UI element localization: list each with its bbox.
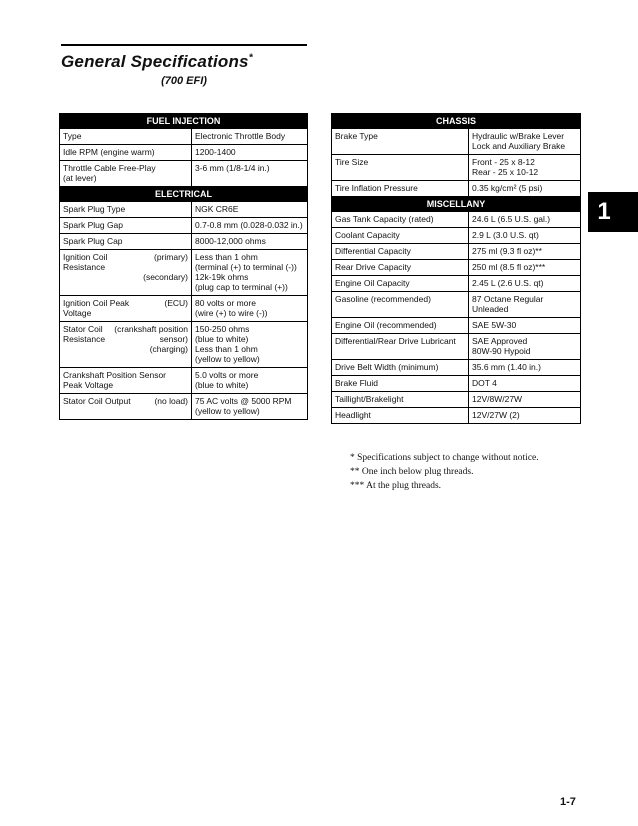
table-row: [332, 260, 581, 276]
fuel-injection-header-row: [60, 114, 308, 129]
spec-label-line: [63, 308, 188, 318]
spec-label: Resistance: [63, 334, 106, 344]
spec-label: Voltage: [63, 308, 92, 318]
spec-label: Ignition Coil Peak: [63, 298, 130, 308]
spec-value: Less than 1 ohm (terminal (+) to terminal (-)) 12k-19k ohms (plug cap to terminal (+)): [192, 250, 308, 296]
spec-value: Hydraulic w/Brake Lever Lock and Auxiliary Brake: [469, 129, 581, 155]
table-row: [332, 244, 581, 260]
spec-label: Taillight/Brakelight: [332, 392, 469, 408]
miscellany-header-row: [332, 197, 581, 212]
table-row: [332, 181, 581, 197]
table-row: [332, 228, 581, 244]
table-row: [60, 161, 308, 187]
table-row: [60, 234, 308, 250]
spec-label-cell: [60, 394, 192, 420]
spec-value: SAE 5W-30: [469, 318, 581, 334]
table-row: [332, 360, 581, 376]
spec-qualifier: (ECU): [164, 298, 188, 308]
spec-label-line: [63, 262, 188, 272]
spec-label: Resistance: [63, 262, 106, 272]
spec-qualifier: sensor): [159, 334, 188, 344]
spec-label: Differential/Rear Drive Lubricant: [332, 334, 469, 360]
spec-label: Brake Fluid: [332, 376, 469, 392]
table-row: [60, 394, 308, 420]
spec-value: 1200-1400: [192, 145, 308, 161]
table-row: [60, 129, 308, 145]
spec-label: Differential Capacity: [332, 244, 469, 260]
spec-qualifier: (no load): [154, 396, 188, 406]
spec-label: Type: [60, 129, 192, 145]
spec-label: Brake Type: [332, 129, 469, 155]
footnotes: [350, 451, 539, 493]
chassis-header: CHASSIS: [332, 114, 581, 129]
spec-label: Stator Coil: [63, 324, 103, 334]
chassis-header-row: [332, 114, 581, 129]
table-row: [332, 376, 581, 392]
spec-label: Tire Inflation Pressure: [332, 181, 469, 197]
title-block: [61, 44, 307, 87]
spec-value: 24.6 L (6.5 U.S. gal.): [469, 212, 581, 228]
page-title: [61, 52, 307, 72]
spec-value: 0.35 kg/cm² (5 psi): [469, 181, 581, 197]
fuel-injection-header: FUEL INJECTION: [60, 114, 308, 129]
spec-label: Gas Tank Capacity (rated): [332, 212, 469, 228]
spec-value: 275 ml (9.3 fl oz)**: [469, 244, 581, 260]
spec-label-cell: [60, 250, 192, 296]
spec-qualifier: (primary): [154, 252, 188, 262]
table-row: [60, 322, 308, 368]
footnote: ** One inch below plug threads.: [350, 467, 474, 477]
spec-value: 5.0 volts or more (blue to white): [192, 368, 308, 394]
spec-qualifier: (crankshaft position: [114, 324, 188, 334]
electrical-header: ELECTRICAL: [60, 187, 308, 202]
spec-value: 35.6 mm (1.40 in.): [469, 360, 581, 376]
spec-value: 80 volts or more (wire (+) to wire (-)): [192, 296, 308, 322]
table-row: [332, 318, 581, 334]
fuel-electrical-table: [59, 113, 308, 420]
spec-value: DOT 4: [469, 376, 581, 392]
chassis-miscellany-table: [331, 113, 581, 424]
spec-label: Tire Size: [332, 155, 469, 181]
table-row: [332, 276, 581, 292]
spec-label: Engine Oil (recommended): [332, 318, 469, 334]
spec-qualifier: (secondary): [143, 272, 188, 282]
spec-value: 12V/8W/27W: [469, 392, 581, 408]
spec-label-line: [63, 344, 188, 354]
electrical-header-row: [60, 187, 308, 202]
spec-label: Stator Coil Output: [63, 396, 131, 406]
spec-value: 0.7-0.8 mm (0.028-0.032 in.): [192, 218, 308, 234]
table-row: [60, 296, 308, 322]
table-row: [332, 334, 581, 360]
table-row: [332, 155, 581, 181]
spec-value: 12V/27W (2): [469, 408, 581, 424]
table-row: [60, 202, 308, 218]
spec-value: 250 ml (8.5 fl oz)***: [469, 260, 581, 276]
spec-label-cell: [60, 322, 192, 368]
spec-label: Gasoline (recommended): [332, 292, 469, 318]
spec-label: Engine Oil Capacity: [332, 276, 469, 292]
spec-label: Idle RPM (engine warm): [60, 145, 192, 161]
spec-value: 87 Octane Regular Unleaded: [469, 292, 581, 318]
spec-value: NGK CR6E: [192, 202, 308, 218]
spec-label: Drive Belt Width (minimum): [332, 360, 469, 376]
spec-label: Spark Plug Gap: [60, 218, 192, 234]
spec-value: 75 AC volts @ 5000 RPM (yellow to yellow): [192, 394, 308, 420]
spec-label-line: [63, 252, 188, 262]
spec-qualifier: (charging): [149, 344, 188, 354]
spec-label: Spark Plug Cap: [60, 234, 192, 250]
page-subtitle: (700 EFI): [161, 75, 207, 87]
spec-label-line: [63, 298, 188, 308]
table-row: [332, 212, 581, 228]
spec-value: 2.45 L (2.6 U.S. qt): [469, 276, 581, 292]
right-table-body: [332, 114, 581, 424]
spec-value: 8000-12,000 ohms: [192, 234, 308, 250]
spec-value: Electronic Throttle Body: [192, 129, 308, 145]
spec-label: Ignition Coil: [63, 252, 108, 262]
footnote: *** At the plug threads.: [350, 481, 442, 491]
left-table-body: [60, 114, 308, 420]
spec-value: Front - 25 x 8-12 Rear - 25 x 10-12: [469, 155, 581, 181]
spec-label: Throttle Cable Free-Play (at lever): [60, 161, 192, 187]
spec-label-line: [63, 272, 188, 282]
table-row: [60, 368, 308, 394]
spec-value: SAE Approved 80W-90 Hypoid: [469, 334, 581, 360]
page-number: 1-7: [560, 796, 576, 808]
spec-label: Crankshaft Position Sensor Peak Voltage: [60, 368, 192, 394]
miscellany-header: MISCELLANY: [332, 197, 581, 212]
spec-label-cell: [60, 296, 192, 322]
title-rule: [61, 44, 307, 46]
table-row: [60, 145, 308, 161]
spec-label-line: [63, 334, 188, 344]
title-asterisk: *: [248, 52, 253, 64]
table-row: [332, 292, 581, 318]
spec-value: 2.9 L (3.0 U.S. qt): [469, 228, 581, 244]
table-row: [332, 408, 581, 424]
spec-label: Rear Drive Capacity: [332, 260, 469, 276]
spec-label: Headlight: [332, 408, 469, 424]
footnote: * Specifications subject to change without notice.: [350, 453, 539, 463]
spec-value: 3-6 mm (1/8-1/4 in.): [192, 161, 308, 187]
section-tab: 1: [588, 192, 638, 232]
page-title-text: General Specifications: [61, 52, 249, 71]
table-row: [332, 392, 581, 408]
table-row: [60, 250, 308, 296]
spec-label-line: [63, 324, 188, 334]
table-row: [60, 218, 308, 234]
table-row: [332, 129, 581, 155]
spec-value: 150-250 ohms (blue to white) Less than 1 ohm (yellow to yellow): [192, 322, 308, 368]
spec-label: Coolant Capacity: [332, 228, 469, 244]
spec-label-line: [63, 396, 188, 406]
spec-label: Spark Plug Type: [60, 202, 192, 218]
